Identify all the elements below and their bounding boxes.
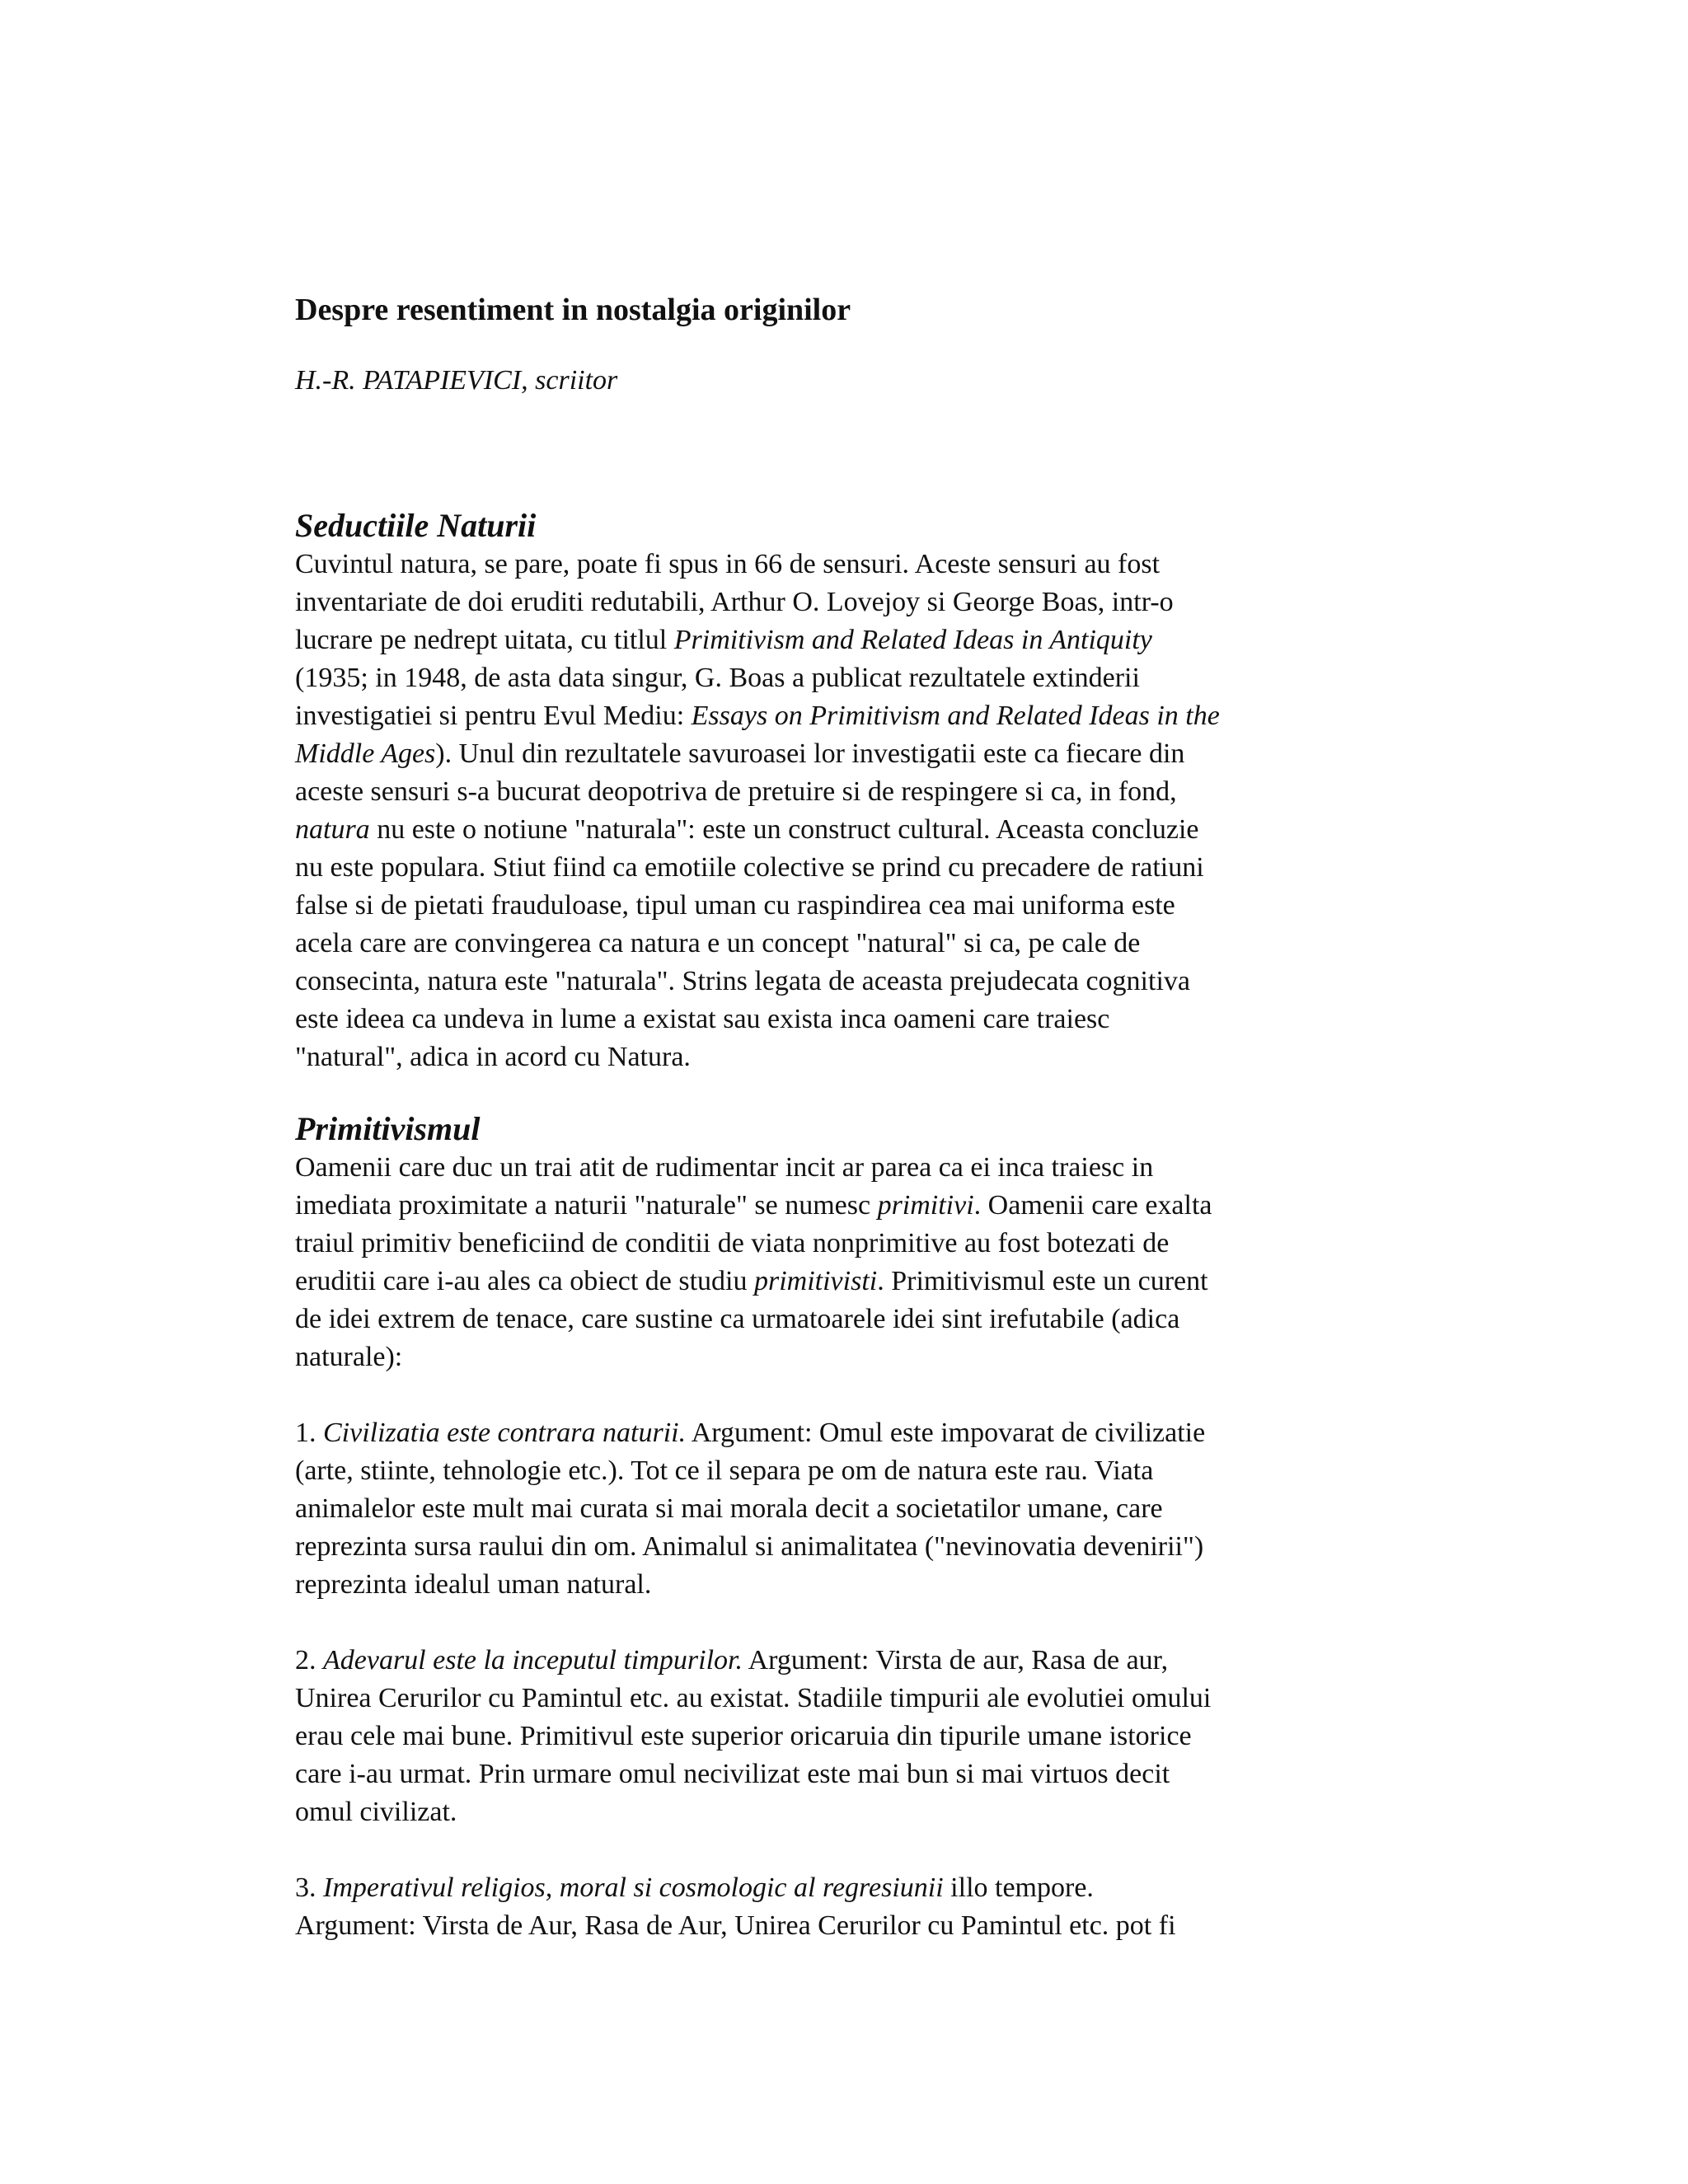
author-line: H.-R. PATAPIEVICI, scriitor	[295, 365, 618, 396]
text-line	[295, 621, 1400, 659]
text-line	[295, 811, 1400, 849]
text-line	[295, 1301, 1400, 1338]
text-line	[295, 1001, 1400, 1038]
text-segment: . Oamenii care exalta	[973, 1190, 1212, 1221]
text-segment: reprezinta idealul uman natural.	[295, 1569, 652, 1600]
list-item-1	[295, 1414, 1400, 1604]
text-segment: naturale):	[295, 1342, 403, 1372]
text-segment: inventariate de doi eruditi redutabili, Arthur O. Lovejoy si George Boas, intr-o	[295, 587, 1174, 617]
text-segment: aceste sensuri s-a bucurat deopotriva de pretuire si de respingere si ca, in fond,	[295, 776, 1177, 807]
text-segment: consecinta, natura este "naturala". Strins legata de aceasta prejudecata cognitiva	[295, 966, 1190, 996]
text-segment: Argument: Omul este impovarat de civilizatie	[686, 1418, 1206, 1448]
text-segment: investigatiei si pentru Evul Mediu:	[295, 701, 692, 731]
text-segment: reprezinta sursa raului din om. Animalul si animalitatea ("nevinovatia devenirii")	[295, 1531, 1204, 1562]
text-segment: care i-au urmat. Prin urmare omul necivilizat este mai bun si mai virtuos decit	[295, 1759, 1170, 1789]
text-segment: illo tempore.	[943, 1872, 1094, 1903]
text-segment: 1.	[295, 1418, 323, 1448]
italic-text: primitivisti	[753, 1266, 878, 1296]
text-segment: animalelor este mult mai curata si mai morala decit a societatilor umane, care	[295, 1493, 1163, 1524]
text-segment: Argument: Virsta de Aur, Rasa de Aur, Unirea Cerurilor cu Pamintul etc. pot fi	[295, 1910, 1176, 1941]
text-line	[295, 735, 1400, 773]
text-line	[295, 1490, 1400, 1528]
text-segment: false si de pietati frauduloase, tipul uman cu raspindirea cea mai uniforma este	[295, 890, 1175, 921]
text-segment: Unirea Cerurilor cu Pamintul etc. au existat. Stadiile timpurii ale evolutiei omului	[295, 1683, 1212, 1713]
text-segment: eruditii care i-au ales ca obiect de studiu	[295, 1266, 754, 1296]
text-line	[295, 925, 1400, 963]
italic-text: Middle Ages	[295, 738, 436, 769]
paragraph-primitivismul	[295, 1149, 1400, 1376]
text-line	[295, 1038, 1400, 1076]
text-segment: 3.	[295, 1872, 323, 1903]
text-segment: 2.	[295, 1645, 323, 1675]
text-line	[295, 1907, 1400, 1945]
text-segment: imediata proximitate a naturii "naturale" se numesc	[295, 1190, 878, 1221]
italic-text: Civilizatia este contrara naturii.	[323, 1418, 687, 1448]
text-segment: nu este o notiune "naturala": este un construct cultural. Aceasta concluzie	[369, 814, 1199, 845]
text-line	[295, 697, 1400, 735]
text-line	[295, 583, 1400, 621]
text-line	[295, 546, 1400, 583]
italic-text: Adevarul este la inceputul timpurilor.	[323, 1645, 743, 1675]
text-segment: . Primitivismul este un curent	[877, 1266, 1208, 1296]
italic-text: primitivi	[877, 1190, 974, 1221]
text-segment: de idei extrem de tenace, care sustine ca urmatoarele idei sint irefutabile (adica	[295, 1304, 1180, 1334]
text-segment: "natural", adica in acord cu Natura.	[295, 1042, 691, 1072]
text-segment: lucrare pe nedrept uitata, cu titlul	[295, 625, 674, 655]
list-item-2	[295, 1642, 1400, 1831]
text-line	[295, 1452, 1400, 1490]
text-line	[295, 1187, 1400, 1225]
text-line	[295, 1680, 1400, 1718]
text-line	[295, 1755, 1400, 1793]
text-line	[295, 1414, 1400, 1452]
text-line	[295, 1149, 1400, 1187]
text-line	[295, 1718, 1400, 1755]
paragraph-seductiile	[295, 546, 1400, 1076]
text-line	[295, 1338, 1400, 1376]
text-segment: Cuvintul natura, se pare, poate fi spus in 66 de sensuri. Aceste sensuri au fost	[295, 549, 1160, 579]
text-line	[295, 963, 1400, 1001]
text-line	[295, 1869, 1400, 1907]
text-segment: ). Unul din rezultatele savuroasei lor investigatii este ca fiecare din	[435, 738, 1185, 769]
text-line	[295, 887, 1400, 925]
text-line	[295, 1263, 1400, 1301]
text-line	[295, 659, 1400, 697]
italic-text: natura	[295, 814, 370, 845]
text-segment: Oamenii care duc un trai atit de rudimentar incit ar parea ca ei inca traiesc in	[295, 1152, 1154, 1183]
text-segment: este ideea ca undeva in lume a existat sau exista inca oameni care traiesc	[295, 1004, 1110, 1034]
text-segment: (arte, stiinte, tehnologie etc.). Tot ce il separa pe om de natura este rau. Viata	[295, 1455, 1154, 1486]
text-line	[295, 1642, 1400, 1680]
text-segment: traiul primitiv beneficiind de conditii de viata nonprimitive au fost botezati de	[295, 1228, 1170, 1258]
document-title: Despre resentiment in nostalgia originilor	[295, 293, 851, 327]
text-segment: nu este populara. Stiut fiind ca emotiile colective se prind cu precadere de ratiuni	[295, 852, 1204, 883]
text-line	[295, 849, 1400, 887]
section-heading-primitivismul: Primitivismul	[295, 1110, 481, 1147]
italic-text: Essays on Primitivism and Related Ideas in the	[691, 701, 1220, 731]
text-segment: acela care are convingerea ca natura e un concept "natural" si ca, pe cale de	[295, 928, 1141, 958]
text-line	[295, 1528, 1400, 1566]
text-segment: (1935; in 1948, de asta data singur, G. Boas a publicat rezultatele extinderii	[295, 663, 1140, 693]
list-item-3	[295, 1869, 1400, 1945]
text-line	[295, 773, 1400, 811]
section-heading-seductiile: Seductiile Naturii	[295, 507, 537, 544]
text-line	[295, 1225, 1400, 1263]
document-page	[295, 290, 1400, 1945]
italic-text: Imperativul religios, moral si cosmologic al regresiunii	[323, 1872, 944, 1903]
text-segment: erau cele mai bune. Primitivul este superior oricaruia din tipurile umane istorice	[295, 1721, 1192, 1751]
text-segment: Argument: Virsta de aur, Rasa de aur,	[743, 1645, 1169, 1675]
italic-text: Primitivism and Related Ideas in Antiquity	[673, 625, 1152, 655]
text-line	[295, 1793, 1400, 1831]
text-segment: omul civilizat.	[295, 1797, 457, 1827]
text-line	[295, 1566, 1400, 1604]
